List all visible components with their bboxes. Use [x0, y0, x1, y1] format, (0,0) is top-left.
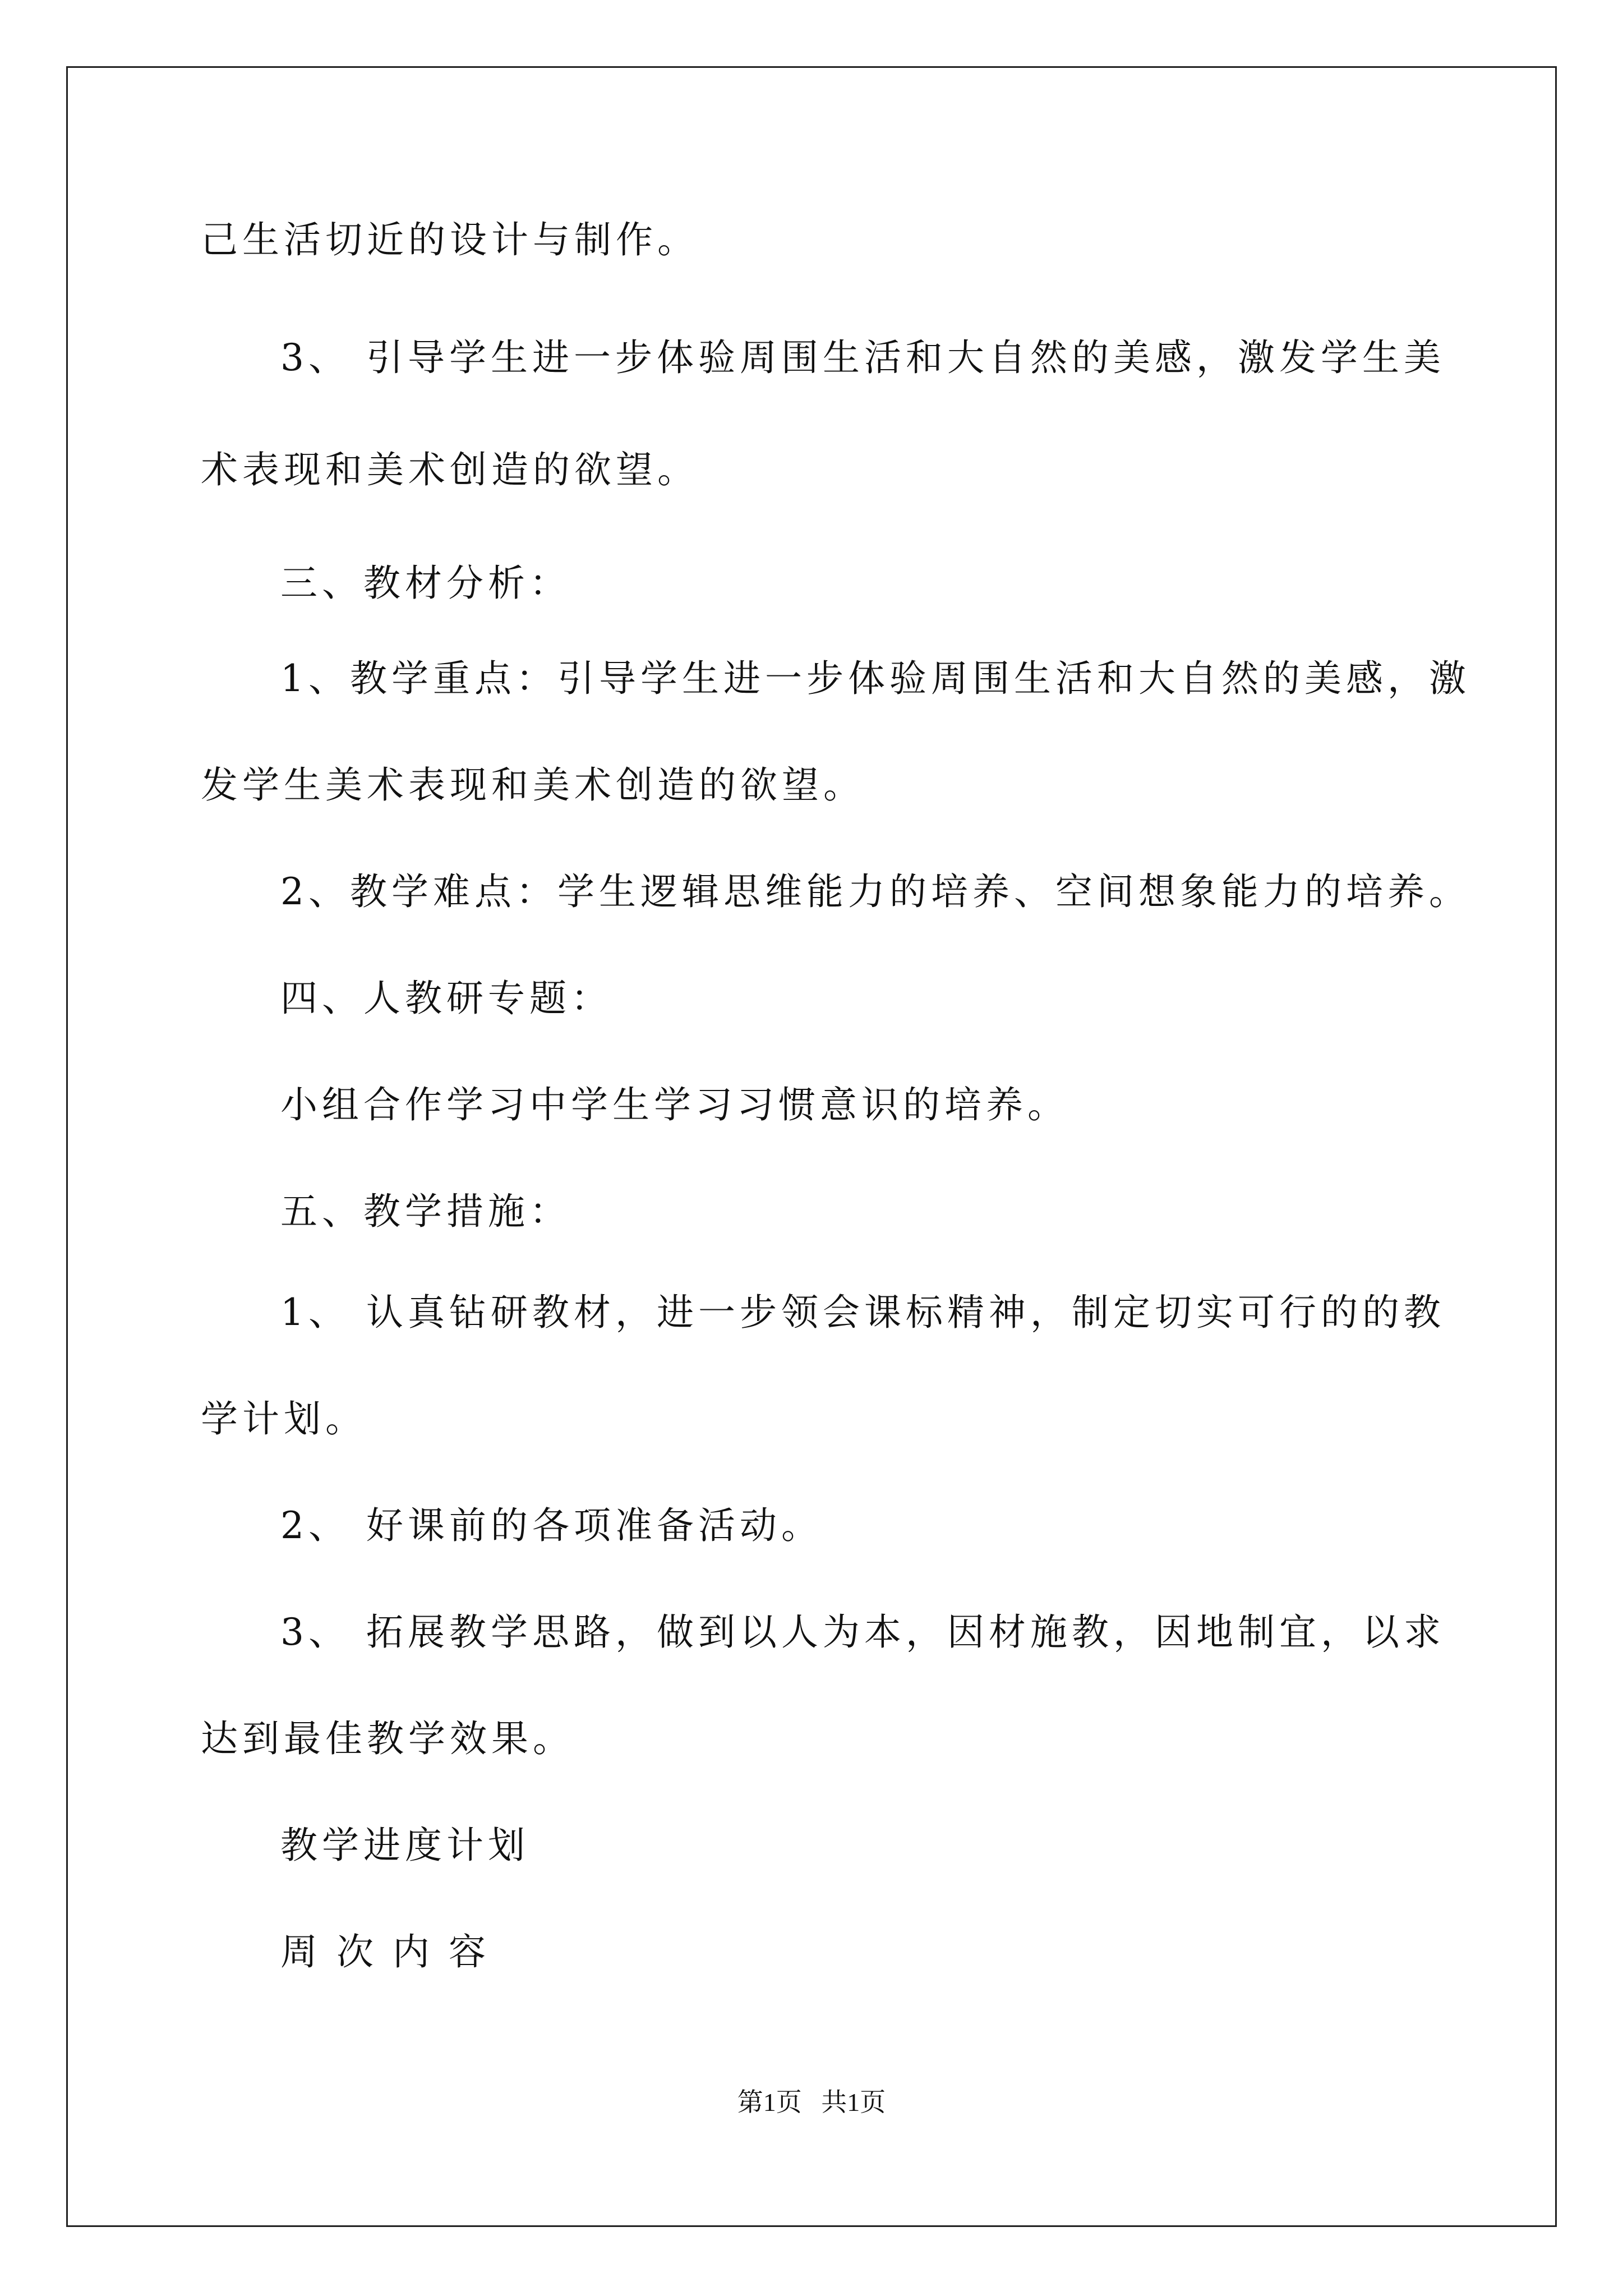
page-total: 共1页: [821, 2088, 886, 2116]
text-line-11: 1、 认真钻研教材，进一步领会课标精神，制定切实可行的的教: [280, 1291, 1445, 1334]
text-line-12: 学计划。: [201, 1397, 367, 1441]
text-line-7: 2、教学难点：学生逻辑思维能力的培养、空间想象能力的培养。: [280, 870, 1470, 913]
page-number: 第1页: [737, 2088, 802, 2116]
text-line-9: 小组合作学习中学生学习习惯意识的培养。: [280, 1083, 1069, 1126]
text-line-1: 己生活切近的设计与制作。: [201, 218, 699, 261]
section-heading-measures: 五、教学措施：: [280, 1190, 571, 1233]
text-line-2: 3、 引导学生进一步体验周围生活和大自然的美感，激发学生美: [280, 336, 1445, 379]
text-line-3: 术表现和美术创造的欲望。: [201, 448, 699, 491]
text-line-14: 3、 拓展教学思路，做到以人为本，因材施教，因地制宜，以求: [280, 1611, 1445, 1654]
text-line-5: 1、教学重点：引导学生进一步体验周围生活和大自然的美感，激: [280, 657, 1470, 700]
section-heading-research: 四、人教研专题：: [280, 977, 612, 1020]
page-border: [66, 66, 1557, 2227]
text-line-6: 发学生美术表现和美术创造的欲望。: [201, 763, 865, 807]
page-footer: [0, 2086, 1623, 2119]
schedule-table-header: 周次内容: [280, 1930, 505, 1973]
text-line-15: 达到最佳教学效果。: [201, 1717, 574, 1760]
text-line-13: 2、 好课前的各项准备活动。: [280, 1504, 823, 1547]
schedule-heading: 教学进度计划: [280, 1824, 529, 1867]
section-heading-materials: 三、教材分析：: [280, 562, 571, 605]
